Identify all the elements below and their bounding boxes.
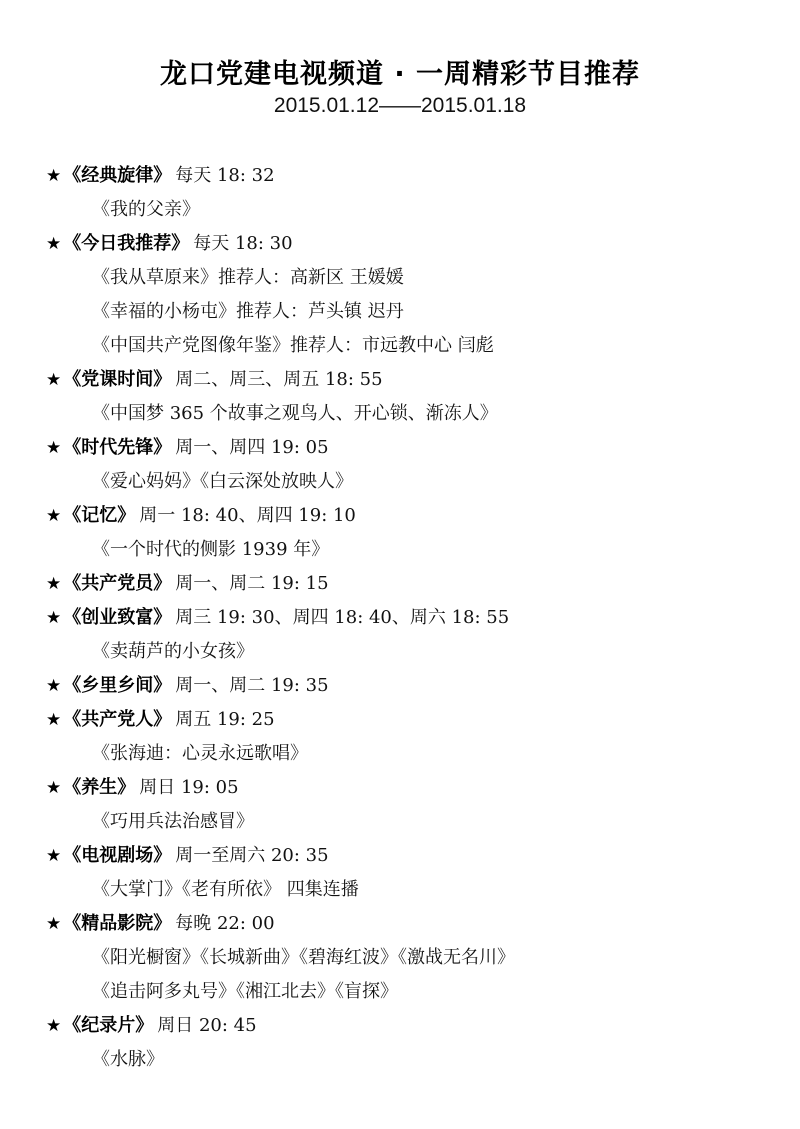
program-row: [46, 1009, 776, 1043]
program-row: [46, 601, 776, 635]
program-schedule: 周一、周二 19: 35: [175, 675, 329, 696]
program-episode: 《我从草原来》推荐人：高新区 王媛媛: [92, 267, 404, 288]
program-episode: 《我的父亲》: [92, 199, 200, 220]
program-schedule: 每天 18: 32: [175, 165, 275, 186]
star-icon: ★: [46, 574, 62, 594]
program-row: [46, 703, 776, 737]
program-name: 《记忆》: [63, 505, 136, 526]
date-range: 2015.01.12——2015.01.18: [273, 94, 527, 117]
program-name: 《乡里乡间》: [63, 675, 172, 696]
program-name: 《今日我推荐》: [63, 233, 190, 254]
program-row: [46, 669, 776, 703]
star-icon: ★: [46, 166, 62, 186]
program-name: 《纪录片》: [63, 1015, 154, 1036]
program-schedule: 周一 18: 40、周四 19: 10: [139, 505, 356, 526]
program-row: [46, 431, 776, 465]
program-episode: 《幸福的小杨屯》推荐人：芦头镇 迟丹: [92, 301, 404, 322]
program-name: 《共产党人》: [63, 709, 172, 730]
page-title: 龙口党建电视频道 · 一周精彩节目推荐: [159, 59, 641, 90]
program-episode: 《巧用兵法治感冒》: [92, 811, 254, 832]
program-episode: 《阳光橱窗》《长城新曲》《碧海红波》《激战无名川》: [92, 947, 515, 968]
star-icon: ★: [46, 914, 62, 934]
program-episode: 《卖葫芦的小女孩》: [92, 641, 254, 662]
program-name: 《党课时间》: [63, 369, 172, 390]
program-name: 《电视剧场》: [63, 845, 172, 866]
program-schedule: 周三 19: 30、周四 18: 40、周六 18: 55: [175, 607, 510, 628]
program-schedule: 周五 19: 25: [175, 709, 275, 730]
program-schedule: 周一、周二 19: 15: [175, 573, 329, 594]
program-row: [46, 363, 776, 397]
program-row: [46, 567, 776, 601]
program-name: 《经典旋律》: [63, 165, 172, 186]
program-row: [46, 499, 776, 533]
program-row: [46, 907, 776, 941]
program-row: [46, 159, 776, 193]
program-episode: 《一个时代的侧影 1939 年》: [92, 539, 330, 560]
program-list: [46, 159, 776, 1077]
program-name: 《精品影院》: [63, 913, 172, 934]
program-row: [46, 771, 776, 805]
program-schedule: 每天 18: 30: [193, 233, 293, 254]
program-episode: 《张海迪：心灵永远歌唱》: [92, 743, 308, 764]
program-row: [46, 227, 776, 261]
program-episode: 《中国梦 365 个故事之观鸟人、开心锁、渐冻人》: [92, 403, 498, 424]
program-schedule: 每晚 22: 00: [175, 913, 275, 934]
program-name: 《共产党员》: [63, 573, 172, 594]
star-icon: ★: [46, 608, 62, 628]
star-icon: ★: [46, 846, 62, 866]
program-schedule: 周一、周四 19: 05: [175, 437, 329, 458]
star-icon: ★: [46, 710, 62, 730]
program-episode: 《追击阿多丸号》《湘江北去》《盲探》: [92, 981, 398, 1002]
program-schedule: 周日 20: 45: [157, 1015, 257, 1036]
star-icon: ★: [46, 676, 62, 696]
program-name: 《创业致富》: [63, 607, 172, 628]
program-schedule: 周一至周六 20: 35: [175, 845, 329, 866]
star-icon: ★: [46, 438, 62, 458]
star-icon: ★: [46, 506, 62, 526]
program-name: 《时代先锋》: [63, 437, 172, 458]
star-icon: ★: [46, 1016, 62, 1036]
program-episode: 《爱心妈妈》《白云深处放映人》: [92, 471, 353, 492]
program-episode: 《大掌门》《老有所依》 四集连播: [92, 879, 359, 900]
program-schedule: 周二、周三、周五 18: 55: [175, 369, 383, 390]
program-schedule: 周日 19: 05: [139, 777, 239, 798]
star-icon: ★: [46, 778, 62, 798]
program-row: [46, 839, 776, 873]
star-icon: ★: [46, 234, 62, 254]
program-episode: 《水脉》: [92, 1049, 164, 1070]
star-icon: ★: [46, 370, 62, 390]
program-episode: 《中国共产党图像年鉴》推荐人：市远教中心 闫彪: [92, 335, 494, 356]
program-name: 《养生》: [63, 777, 136, 798]
